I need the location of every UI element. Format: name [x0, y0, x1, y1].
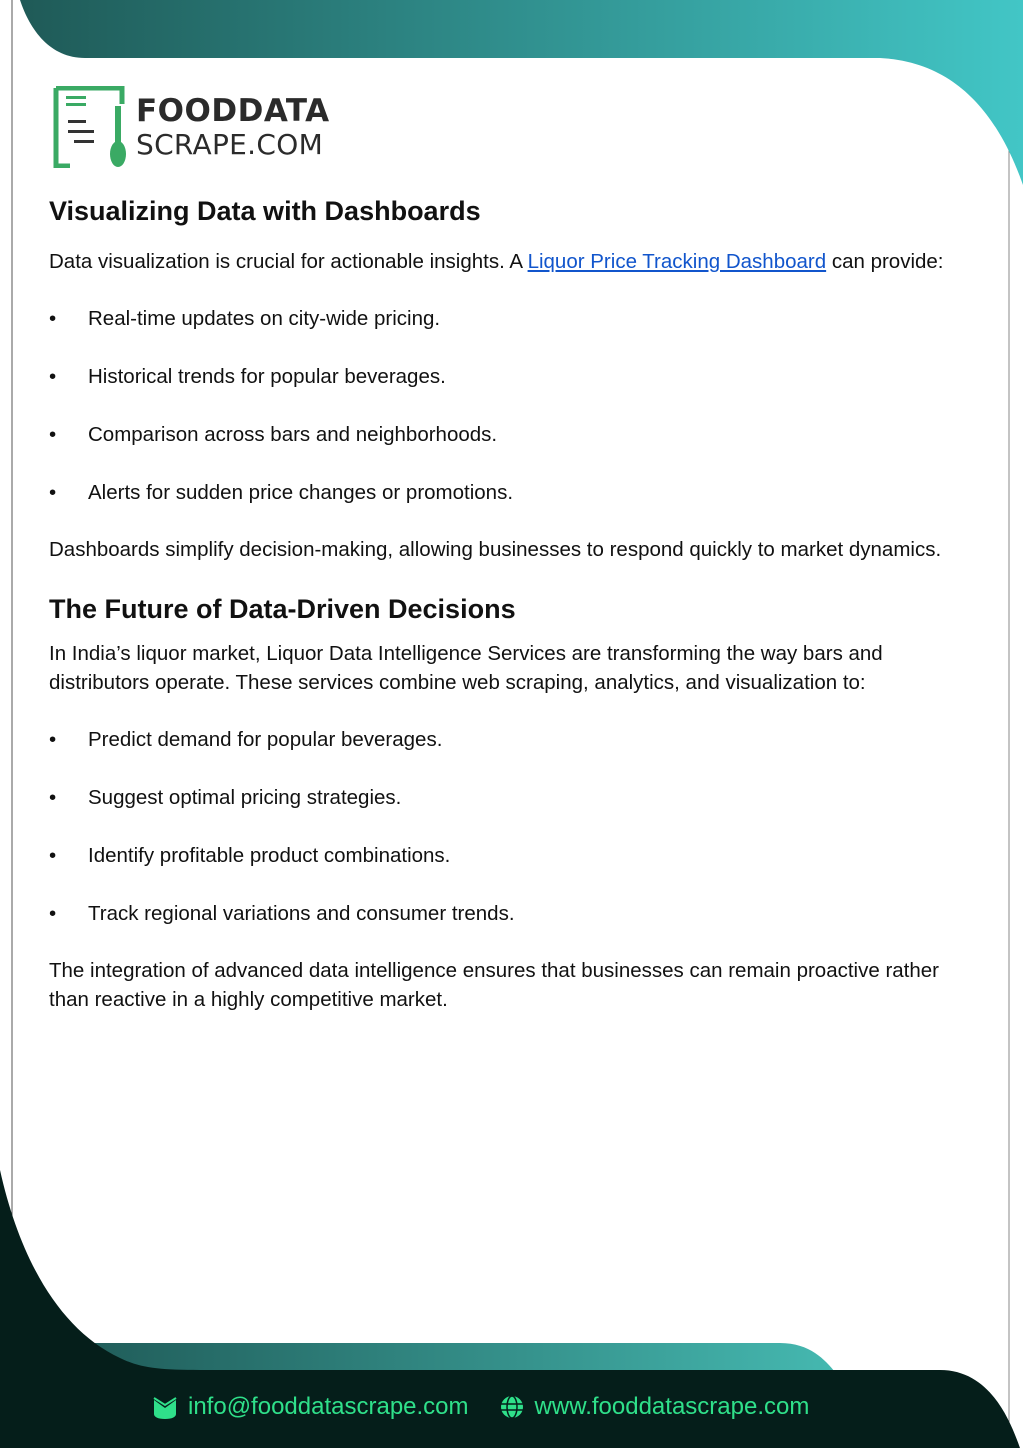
footer-contacts: [152, 1393, 809, 1421]
main-content: [49, 196, 949, 1014]
bullet-icon: •: [49, 786, 57, 809]
section2-closing: The integration of advanced data intelligence ensures that businesses can remain proactive rather than reactive in a highly competitive market.: [49, 959, 940, 1011]
brand-logo: [52, 86, 330, 168]
bullet-icon: •: [49, 728, 57, 751]
section1-intro: [49, 247, 949, 276]
list-item-text: Real-time updates on city-wide pricing.: [88, 307, 441, 330]
list-item-text: Track regional variations and consumer trends.: [88, 902, 515, 925]
bullet-icon: •: [49, 902, 57, 925]
bullet-icon: •: [49, 844, 57, 867]
list-item: [49, 362, 949, 391]
envelope-icon: [152, 1394, 178, 1420]
list-item-text: Suggest optimal pricing strategies.: [88, 786, 402, 809]
list-item: [49, 783, 949, 812]
bullet-icon: •: [49, 307, 57, 330]
section2-title: The Future of Data-Driven Decisions: [49, 594, 516, 624]
bullet-icon: •: [49, 365, 57, 388]
section1-list: [49, 304, 949, 507]
website-text[interactable]: www.fooddatascrape.com: [534, 1393, 810, 1420]
intro-text-end: can provide:: [826, 250, 944, 273]
footer-band: [60, 1343, 835, 1372]
footer-email[interactable]: [152, 1393, 469, 1421]
list-item: [49, 304, 949, 333]
footer-website[interactable]: [499, 1393, 810, 1421]
bullet-icon: •: [49, 481, 57, 504]
section2-list: [49, 725, 949, 928]
email-text[interactable]: info@fooddatascrape.com: [188, 1393, 469, 1420]
list-item-text: Comparison across bars and neighborhoods.: [88, 423, 498, 446]
list-item: [49, 841, 949, 870]
list-item: [49, 420, 949, 449]
list-item: [49, 899, 949, 928]
section1-closing: Dashboards simplify decision-making, allowing businesses to respond quickly to market dynamics.: [49, 538, 942, 561]
section2-intro: In India’s liquor market, Liquor Data Intelligence Services are transforming the way bars and distributors operate. These services combine web scraping, analytics, and visualization to:: [49, 642, 883, 694]
intro-text: Data visualization is crucial for actionable insights. A: [49, 250, 528, 273]
globe-icon: [499, 1394, 525, 1420]
list-item: [49, 725, 949, 754]
dashboard-link[interactable]: Liquor Price Tracking Dashboard: [527, 250, 827, 273]
list-item-text: Identify profitable product combinations.: [88, 844, 451, 867]
list-item: [49, 478, 949, 507]
logo-line2: SCRAPE.COM: [136, 127, 324, 161]
bullet-icon: •: [49, 423, 57, 446]
list-item-text: Alerts for sudden price changes or promotions.: [88, 481, 514, 504]
logo-line1: FOODDATA: [136, 92, 330, 129]
section1-title: Visualizing Data with Dashboards: [49, 196, 481, 226]
logo-icon: [52, 86, 126, 168]
list-item-text: Predict demand for popular beverages.: [88, 728, 443, 751]
list-item-text: Historical trends for popular beverages.: [88, 365, 446, 388]
